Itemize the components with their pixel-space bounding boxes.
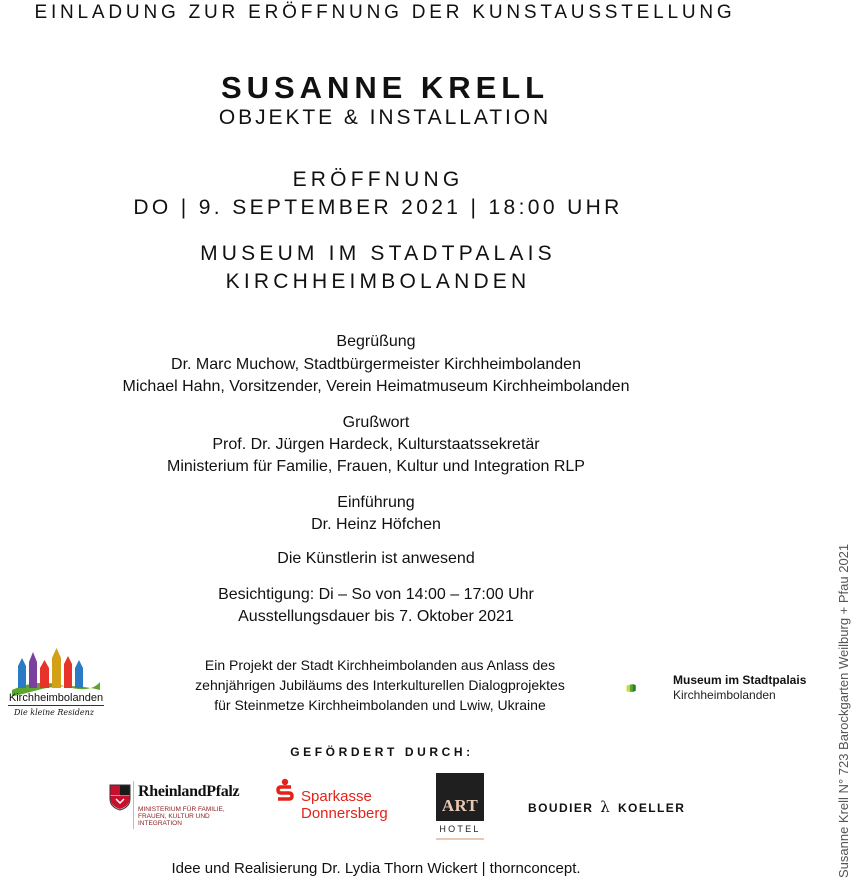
art-hotel-logo-underline bbox=[436, 838, 484, 840]
intro-speaker: Dr. Heinz Höfchen bbox=[311, 516, 441, 533]
artist-name: SUSANNE KRELL bbox=[221, 70, 549, 105]
project-line-2: zehnjährigen Jubiläums des Interkulturellen Dialogprojektes bbox=[195, 677, 565, 693]
artist-present-note: Die Künstlerin ist anwesend bbox=[277, 550, 475, 567]
welcome-speaker-1: Dr. Marc Muchow, Stadtbürgermeister Kirchheimbolanden bbox=[171, 356, 581, 373]
welcome-label: Begrüßung bbox=[336, 333, 416, 350]
museum-logo-place: Kirchheimbolanden bbox=[673, 688, 776, 702]
sparkasse-logo-name: Sparkasse bbox=[301, 788, 372, 805]
viewing-hours: Besichtigung: Di – So von 14:00 – 17:00 Uhr bbox=[218, 586, 534, 603]
invitation-heading: EINLADUNG ZUR ERÖFFNUNG DER KUNSTAUSSTELLUNG bbox=[34, 2, 736, 23]
welcome-speaker-2: Michael Hahn, Vorsitzender, Verein Heimatmuseum Kirchheimbolanden bbox=[122, 378, 630, 395]
sponsored-by-heading: GEFÖRDERT DURCH: bbox=[290, 745, 474, 759]
project-description bbox=[150, 655, 610, 715]
opening-label: ERÖFFNUNG bbox=[292, 168, 464, 191]
vertical-image-credit: Susanne Krell N° 723 Barockgarten Weilburg + Pfau 2021 bbox=[836, 543, 851, 878]
greeting-label: Grußwort bbox=[342, 414, 410, 431]
boudier-word: BOUDIER bbox=[528, 801, 594, 815]
exhibition-title: OBJEKTE & INSTALLATION bbox=[218, 106, 552, 129]
idea-realisation-credit: Idee und Realisierung Dr. Lydia Thorn Wickert | thornconcept. bbox=[171, 860, 581, 877]
rlp-logo-ministry: MINISTERIUM FÜR FAMILIE, FRAUEN, KULTUR UND INTEGRATION bbox=[138, 806, 225, 827]
rlp-logo-name: RheinlandPfalz bbox=[138, 783, 240, 800]
greeting-ministry: Ministerium für Familie, Frauen, Kultur und Integration RLP bbox=[167, 458, 585, 475]
sparkasse-logo-region: Donnersberg bbox=[301, 805, 388, 822]
koeller-word: KOELLER bbox=[617, 801, 686, 815]
venue-town: KIRCHHEIMBOLANDEN bbox=[225, 270, 531, 293]
exhibition-duration: Ausstellungsdauer bis 7. Oktober 2021 bbox=[238, 608, 514, 625]
sparkasse-icon bbox=[275, 778, 295, 802]
rlp-divider bbox=[133, 781, 134, 829]
lambda-icon: λ bbox=[600, 798, 612, 816]
greeting-speaker: Prof. Dr. Jürgen Hardeck, Kulturstaatssekretär bbox=[212, 436, 540, 453]
intro-label: Einführung bbox=[337, 494, 415, 511]
venue-name: MUSEUM IM STADTPALAIS bbox=[200, 242, 556, 265]
project-line-1: Ein Projekt der Stadt Kirchheimbolanden aus Anlass des bbox=[204, 657, 556, 673]
boudier-koeller-logo bbox=[528, 798, 685, 816]
art-hotel-logo-hotel: HOTEL bbox=[439, 824, 481, 834]
opening-date: DO | 9. SEPTEMBER 2021 | 18:00 UHR bbox=[133, 196, 623, 219]
rlp-crest-icon bbox=[108, 783, 132, 811]
art-hotel-logo-art: ART bbox=[441, 796, 479, 815]
museum-logo-name: Museum im Stadtpalais bbox=[673, 673, 807, 687]
museum-logo-icon bbox=[626, 670, 670, 706]
project-line-3: für Steinmetze Kirchheimbolanden und Lwiw, Ukraine bbox=[214, 697, 546, 713]
kirchheimbolanden-logo-slogan: Die kleine Residenz bbox=[14, 708, 95, 717]
kirchheimbolanden-logo-name: Kirchheimbolanden bbox=[8, 692, 104, 704]
